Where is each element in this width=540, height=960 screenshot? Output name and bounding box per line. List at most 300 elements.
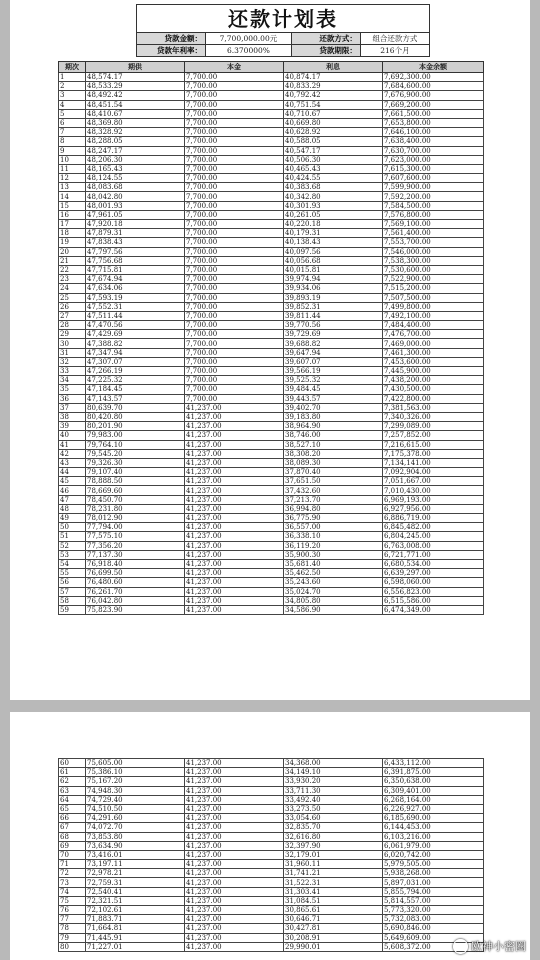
interest-cell: 40,301.93 — [284, 201, 383, 210]
table-row — [59, 229, 484, 238]
principal-cell: 7,700.00 — [185, 275, 284, 284]
table-row — [59, 440, 484, 449]
balance-cell: 7,134,141.00 — [383, 458, 484, 467]
table-row — [59, 284, 484, 293]
principal-cell: 41,237.00 — [185, 514, 284, 523]
interest-cell: 34,805.80 — [284, 596, 383, 605]
principal-cell: 7,700.00 — [185, 229, 284, 238]
table-row — [59, 385, 484, 394]
table-row — [59, 238, 484, 247]
balance-cell: 6,598,060.00 — [383, 578, 484, 587]
payment-cell: 47,552.31 — [86, 302, 185, 311]
payment-cell: 74,510.50 — [86, 804, 185, 813]
principal-cell: 7,700.00 — [185, 118, 284, 127]
interest-cell: 40,710.67 — [284, 109, 383, 118]
interest-cell: 29,990.01 — [284, 942, 383, 951]
period-cell: 69 — [59, 841, 86, 850]
payment-cell: 77,575.10 — [86, 532, 185, 541]
period-cell: 49 — [59, 514, 86, 523]
interest-cell: 35,024.70 — [284, 587, 383, 596]
balance-cell: 5,608,372.00 — [383, 942, 484, 951]
principal-cell: 41,237.00 — [185, 458, 284, 467]
period-cell: 27 — [59, 311, 86, 320]
principal-cell: 7,700.00 — [185, 220, 284, 229]
payment-cell: 48,369.80 — [86, 118, 185, 127]
schedule-page-1 — [10, 0, 530, 700]
payment-cell: 48,410.67 — [86, 109, 185, 118]
period-cell: 37 — [59, 403, 86, 412]
balance-cell: 7,692,300.00 — [383, 73, 484, 82]
table-row — [59, 265, 484, 274]
period-cell: 71 — [59, 860, 86, 869]
principal-cell: 7,700.00 — [185, 109, 284, 118]
balance-cell: 7,484,400.00 — [383, 321, 484, 330]
table-row — [59, 183, 484, 192]
principal-cell: 41,237.00 — [185, 440, 284, 449]
table-row — [59, 155, 484, 164]
period-cell: 63 — [59, 786, 86, 795]
principal-cell: 41,237.00 — [185, 814, 284, 823]
payment-cell: 72,321.51 — [86, 896, 185, 905]
principal-cell: 41,237.00 — [185, 804, 284, 813]
repay-method-value: 组合还款方式 — [360, 33, 429, 45]
payment-cell: 78,231.80 — [86, 504, 185, 513]
period-cell: 50 — [59, 523, 86, 532]
balance-cell: 7,561,400.00 — [383, 229, 484, 238]
period-cell: 62 — [59, 777, 86, 786]
interest-cell: 33,711.30 — [284, 786, 383, 795]
balance-cell: 7,051,667.00 — [383, 477, 484, 486]
table-row — [59, 823, 484, 832]
balance-cell: 7,553,700.00 — [383, 238, 484, 247]
balance-cell: 7,599,900.00 — [383, 183, 484, 192]
period-cell: 79 — [59, 933, 86, 942]
payment-cell: 48,247.17 — [86, 146, 185, 155]
period-cell: 32 — [59, 357, 86, 366]
principal-cell: 41,237.00 — [185, 906, 284, 915]
interest-cell: 40,179.31 — [284, 229, 383, 238]
period-cell: 14 — [59, 192, 86, 201]
principal-cell: 41,237.00 — [185, 412, 284, 421]
period-cell: 9 — [59, 146, 86, 155]
principal-cell: 41,237.00 — [185, 422, 284, 431]
table-row — [59, 321, 484, 330]
table-row — [59, 422, 484, 431]
table-row — [59, 275, 484, 284]
balance-cell: 7,010,430.00 — [383, 486, 484, 495]
col-header-payment: 期供 — [86, 62, 185, 73]
table-row — [59, 449, 484, 458]
table-row — [59, 431, 484, 440]
payment-cell: 47,429.69 — [86, 330, 185, 339]
principal-cell: 41,237.00 — [185, 550, 284, 559]
principal-cell: 7,700.00 — [185, 256, 284, 265]
balance-cell: 7,476,700.00 — [383, 330, 484, 339]
period-cell: 29 — [59, 330, 86, 339]
interest-cell: 38,308.20 — [284, 449, 383, 458]
table-row — [59, 394, 484, 403]
balance-cell: 7,430,500.00 — [383, 385, 484, 394]
payment-cell: 80,420.80 — [86, 412, 185, 421]
table-row — [59, 559, 484, 568]
balance-cell: 6,639,297.00 — [383, 569, 484, 578]
interest-cell: 31,960.11 — [284, 860, 383, 869]
repay-method-label: 还款方式： — [291, 33, 360, 45]
table-row — [59, 605, 484, 614]
table-row — [59, 587, 484, 596]
balance-cell: 7,684,600.00 — [383, 82, 484, 91]
payment-cell: 74,291.60 — [86, 814, 185, 823]
payment-cell: 47,470.56 — [86, 321, 185, 330]
interest-cell: 40,833.29 — [284, 82, 383, 91]
principal-cell: 7,700.00 — [185, 265, 284, 274]
table-row — [59, 486, 484, 495]
payment-cell: 76,699.50 — [86, 569, 185, 578]
payment-cell: 78,669.60 — [86, 486, 185, 495]
loan-amount-label: 贷款金额： — [137, 33, 206, 45]
period-cell: 36 — [59, 394, 86, 403]
table-row — [59, 357, 484, 366]
table-row — [59, 82, 484, 91]
principal-cell: 41,237.00 — [185, 596, 284, 605]
table-row — [59, 468, 484, 477]
payment-cell: 47,143.57 — [86, 394, 185, 403]
principal-cell: 41,237.00 — [185, 541, 284, 550]
interest-cell: 33,273.50 — [284, 804, 383, 813]
interest-cell: 38,746.00 — [284, 431, 383, 440]
balance-cell: 7,453,600.00 — [383, 357, 484, 366]
period-cell: 46 — [59, 486, 86, 495]
balance-cell: 7,576,800.00 — [383, 210, 484, 219]
period-cell: 2 — [59, 82, 86, 91]
period-cell: 67 — [59, 823, 86, 832]
table-row — [59, 804, 484, 813]
payment-cell: 47,838.43 — [86, 238, 185, 247]
principal-cell: 41,237.00 — [185, 933, 284, 942]
balance-cell: 6,103,216.00 — [383, 832, 484, 841]
table-row — [59, 330, 484, 339]
table-row — [59, 759, 484, 768]
balance-cell: 7,340,326.00 — [383, 412, 484, 421]
balance-cell: 7,507,500.00 — [383, 293, 484, 302]
table-row — [59, 192, 484, 201]
interest-cell: 39,934.06 — [284, 284, 383, 293]
principal-cell: 41,237.00 — [185, 924, 284, 933]
balance-cell: 7,623,000.00 — [383, 155, 484, 164]
period-cell: 30 — [59, 339, 86, 348]
balance-cell: 6,556,823.00 — [383, 587, 484, 596]
balance-cell: 5,814,557.00 — [383, 896, 484, 905]
interest-cell: 40,138.43 — [284, 238, 383, 247]
period-cell: 5 — [59, 109, 86, 118]
interest-cell: 30,646.71 — [284, 915, 383, 924]
table-row — [59, 933, 484, 942]
principal-cell: 7,700.00 — [185, 385, 284, 394]
period-cell: 16 — [59, 210, 86, 219]
payment-cell: 79,983.00 — [86, 431, 185, 440]
interest-cell: 40,547.17 — [284, 146, 383, 155]
period-cell: 66 — [59, 814, 86, 823]
period-cell: 53 — [59, 550, 86, 559]
interest-cell: 40,056.68 — [284, 256, 383, 265]
balance-cell: 7,216,615.00 — [383, 440, 484, 449]
period-cell: 31 — [59, 348, 86, 357]
period-cell: 10 — [59, 155, 86, 164]
interest-cell: 36,119.20 — [284, 541, 383, 550]
interest-cell: 40,751.54 — [284, 100, 383, 109]
payment-cell: 76,480.60 — [86, 578, 185, 587]
principal-cell: 7,700.00 — [185, 146, 284, 155]
balance-cell: 7,092,904.00 — [383, 468, 484, 477]
payment-cell: 47,347.94 — [86, 348, 185, 357]
table-row — [59, 220, 484, 229]
payment-cell: 75,167.20 — [86, 777, 185, 786]
principal-cell: 41,237.00 — [185, 850, 284, 859]
col-header-period: 期次 — [59, 62, 86, 73]
table-row — [59, 878, 484, 887]
table-row — [59, 768, 484, 777]
col-header-principal: 本金 — [185, 62, 284, 73]
interest-cell: 36,994.80 — [284, 504, 383, 513]
principal-cell: 7,700.00 — [185, 247, 284, 256]
interest-cell: 34,368.00 — [284, 759, 383, 768]
period-cell: 19 — [59, 238, 86, 247]
principal-cell: 41,237.00 — [185, 841, 284, 850]
balance-cell: 6,061,979.00 — [383, 841, 484, 850]
principal-cell: 41,237.00 — [185, 486, 284, 495]
loan-amount-value: 7,700,000.00元 — [206, 33, 292, 45]
principal-cell: 7,700.00 — [185, 91, 284, 100]
balance-cell: 7,381,563.00 — [383, 403, 484, 412]
balance-cell: 6,391,875.00 — [383, 768, 484, 777]
payment-cell: 48,083.68 — [86, 183, 185, 192]
interest-cell: 39,443.57 — [284, 394, 383, 403]
payment-cell: 48,288.05 — [86, 137, 185, 146]
principal-cell: 7,700.00 — [185, 293, 284, 302]
period-cell: 40 — [59, 431, 86, 440]
interest-cell: 40,220.18 — [284, 220, 383, 229]
table-row — [59, 91, 484, 100]
table-row — [59, 412, 484, 421]
principal-cell: 7,700.00 — [185, 164, 284, 173]
period-cell: 72 — [59, 869, 86, 878]
balance-cell: 6,185,690.00 — [383, 814, 484, 823]
payment-cell: 47,961.05 — [86, 210, 185, 219]
period-cell: 77 — [59, 915, 86, 924]
balance-cell: 7,422,800.00 — [383, 394, 484, 403]
period-cell: 80 — [59, 942, 86, 951]
interest-cell: 40,792.42 — [284, 91, 383, 100]
principal-cell: 41,237.00 — [185, 578, 284, 587]
interest-cell: 38,089.30 — [284, 458, 383, 467]
balance-cell: 5,773,320.00 — [383, 906, 484, 915]
col-header-interest: 利息 — [284, 62, 383, 73]
principal-cell: 41,237.00 — [185, 878, 284, 887]
principal-cell: 41,237.00 — [185, 777, 284, 786]
interest-cell: 33,054.60 — [284, 814, 383, 823]
table-row — [59, 906, 484, 915]
table-row — [59, 339, 484, 348]
payment-cell: 78,450.70 — [86, 495, 185, 504]
balance-cell: 7,546,000.00 — [383, 247, 484, 256]
payment-cell: 74,729.40 — [86, 795, 185, 804]
principal-cell: 7,700.00 — [185, 302, 284, 311]
period-cell: 65 — [59, 804, 86, 813]
payment-cell: 47,225.32 — [86, 376, 185, 385]
period-cell: 24 — [59, 284, 86, 293]
table-row — [59, 514, 484, 523]
period-cell: 25 — [59, 293, 86, 302]
principal-cell: 41,237.00 — [185, 915, 284, 924]
balance-cell: 7,499,800.00 — [383, 302, 484, 311]
interest-cell: 37,432.60 — [284, 486, 383, 495]
period-cell: 59 — [59, 605, 86, 614]
balance-cell: 5,690,846.00 — [383, 924, 484, 933]
balance-cell: 7,661,500.00 — [383, 109, 484, 118]
interest-cell: 34,586.90 — [284, 605, 383, 614]
period-cell: 12 — [59, 174, 86, 183]
period-cell: 1 — [59, 73, 86, 82]
interest-cell: 39,688.82 — [284, 339, 383, 348]
interest-cell: 40,097.56 — [284, 247, 383, 256]
balance-cell: 7,607,600.00 — [383, 174, 484, 183]
balance-cell: 6,721,771.00 — [383, 550, 484, 559]
table-row — [59, 210, 484, 219]
payment-cell: 48,042.80 — [86, 192, 185, 201]
principal-cell: 41,237.00 — [185, 896, 284, 905]
payment-cell: 76,042.80 — [86, 596, 185, 605]
period-cell: 76 — [59, 906, 86, 915]
principal-cell: 7,700.00 — [185, 321, 284, 330]
interest-cell: 40,383.68 — [284, 183, 383, 192]
interest-cell: 39,525.32 — [284, 376, 383, 385]
interest-cell: 40,261.05 — [284, 210, 383, 219]
balance-cell: 7,299,089.00 — [383, 422, 484, 431]
balance-cell: 7,438,200.00 — [383, 376, 484, 385]
balance-cell: 7,584,500.00 — [383, 201, 484, 210]
period-cell: 4 — [59, 100, 86, 109]
principal-cell: 41,237.00 — [185, 587, 284, 596]
period-cell: 28 — [59, 321, 86, 330]
principal-cell: 41,237.00 — [185, 605, 284, 614]
period-cell: 6 — [59, 118, 86, 127]
principal-cell: 41,237.00 — [185, 532, 284, 541]
interest-cell: 39,729.69 — [284, 330, 383, 339]
payment-cell: 80,639.70 — [86, 403, 185, 412]
period-cell: 34 — [59, 376, 86, 385]
balance-cell: 7,569,100.00 — [383, 220, 484, 229]
payment-cell: 78,012.90 — [86, 514, 185, 523]
payment-cell: 48,533.29 — [86, 82, 185, 91]
principal-cell: 7,700.00 — [185, 100, 284, 109]
payment-cell: 75,605.00 — [86, 759, 185, 768]
payment-cell: 72,978.21 — [86, 869, 185, 878]
payment-cell: 79,107.40 — [86, 468, 185, 477]
principal-cell: 7,700.00 — [185, 330, 284, 339]
term-value: 216个月 — [360, 45, 429, 57]
table-row — [59, 495, 484, 504]
principal-cell: 7,700.00 — [185, 238, 284, 247]
interest-cell: 39,607.07 — [284, 357, 383, 366]
interest-cell: 32,616.80 — [284, 832, 383, 841]
balance-cell: 6,927,956.00 — [383, 504, 484, 513]
interest-cell: 37,870.40 — [284, 468, 383, 477]
interest-cell: 31,303.41 — [284, 887, 383, 896]
balance-cell: 5,979,505.00 — [383, 860, 484, 869]
balance-cell: 5,649,609.00 — [383, 933, 484, 942]
interest-cell: 39,893.19 — [284, 293, 383, 302]
balance-cell: 7,669,200.00 — [383, 100, 484, 109]
interest-cell: 37,213.70 — [284, 495, 383, 504]
payment-cell: 79,764.10 — [86, 440, 185, 449]
period-cell: 64 — [59, 795, 86, 804]
balance-cell: 5,938,268.00 — [383, 869, 484, 878]
payment-cell: 48,328.92 — [86, 128, 185, 137]
principal-cell: 7,700.00 — [185, 339, 284, 348]
period-cell: 33 — [59, 367, 86, 376]
interest-cell: 30,208.91 — [284, 933, 383, 942]
table-row — [59, 109, 484, 118]
table-row — [59, 367, 484, 376]
payment-cell: 48,451.54 — [86, 100, 185, 109]
principal-cell: 7,700.00 — [185, 137, 284, 146]
annual-rate-value: 6.370000% — [206, 45, 292, 57]
principal-cell: 7,700.00 — [185, 192, 284, 201]
balance-cell: 7,653,800.00 — [383, 118, 484, 127]
table-row — [59, 832, 484, 841]
principal-cell: 7,700.00 — [185, 357, 284, 366]
interest-cell: 31,741.21 — [284, 869, 383, 878]
principal-cell: 41,237.00 — [185, 495, 284, 504]
balance-cell: 5,897,031.00 — [383, 878, 484, 887]
payment-cell: 77,137.30 — [86, 550, 185, 559]
table-row — [59, 146, 484, 155]
interest-cell: 31,522.31 — [284, 878, 383, 887]
period-cell: 61 — [59, 768, 86, 777]
interest-cell: 32,835.70 — [284, 823, 383, 832]
watermark-text: 欧神小密圈 — [471, 940, 526, 953]
table-header-row — [59, 62, 484, 73]
interest-cell: 32,179.01 — [284, 850, 383, 859]
balance-cell: 6,309,401.00 — [383, 786, 484, 795]
balance-cell: 7,175,378.00 — [383, 449, 484, 458]
balance-cell: 7,469,000.00 — [383, 339, 484, 348]
table-row — [59, 128, 484, 137]
interest-cell: 39,770.56 — [284, 321, 383, 330]
payment-cell: 47,307.07 — [86, 357, 185, 366]
principal-cell: 41,237.00 — [185, 559, 284, 568]
period-cell: 11 — [59, 164, 86, 173]
interest-cell: 36,338.10 — [284, 532, 383, 541]
principal-cell: 41,237.00 — [185, 569, 284, 578]
payment-cell: 71,883.71 — [86, 915, 185, 924]
principal-cell: 41,237.00 — [185, 942, 284, 951]
period-cell: 38 — [59, 412, 86, 421]
interest-cell: 30,427.81 — [284, 924, 383, 933]
principal-cell: 41,237.00 — [185, 477, 284, 486]
balance-cell: 6,969,193.00 — [383, 495, 484, 504]
table-row — [59, 164, 484, 173]
balance-cell: 6,515,586.00 — [383, 596, 484, 605]
annual-rate-label: 贷款年利率： — [137, 45, 206, 57]
interest-cell: 36,775.90 — [284, 514, 383, 523]
principal-cell: 7,700.00 — [185, 311, 284, 320]
payment-cell: 80,201.90 — [86, 422, 185, 431]
interest-cell: 39,183.80 — [284, 412, 383, 421]
balance-cell: 6,020,742.00 — [383, 850, 484, 859]
payment-cell: 47,266.19 — [86, 367, 185, 376]
table-row — [59, 100, 484, 109]
